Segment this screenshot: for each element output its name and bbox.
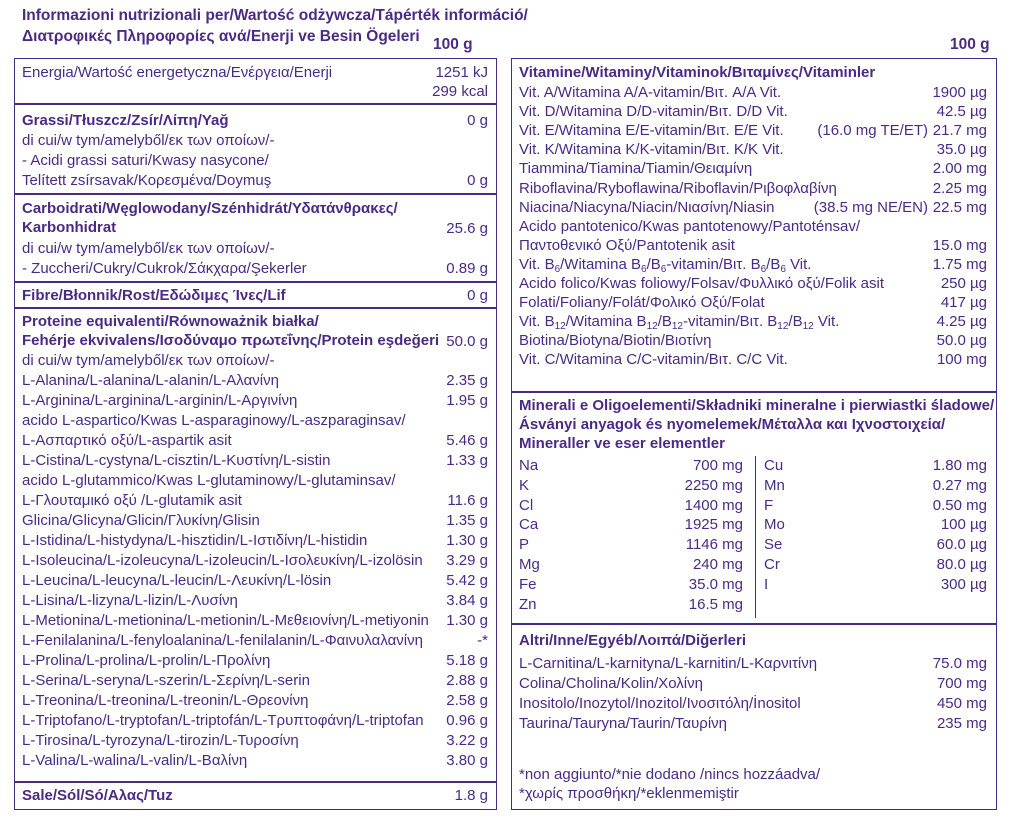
label-part: /B bbox=[646, 255, 661, 273]
other-label: Inositolo/Inozytol/Inozitol/Ινοσιτόλη/İnositol bbox=[519, 695, 801, 712]
amino-acid-label: L-Prolina/L-prolina/L-prolin/L-Προλίνη bbox=[22, 652, 271, 669]
mineral-value: 80.0 µg bbox=[936, 556, 987, 573]
amino-acid-value: 2.58 g bbox=[446, 692, 488, 709]
vitamin-label: Folati/Foliany/Folát/Φολικό Οξύ/Folat bbox=[519, 294, 765, 312]
vitamin-note: (38.5 mg NE/EN) bbox=[813, 198, 928, 216]
protein-label-1: Proteine equivalenti/Równoważnik białka/ bbox=[22, 313, 319, 330]
amino-acid-value: 3.29 g bbox=[446, 552, 488, 569]
subscript: 12 bbox=[802, 321, 814, 333]
vitamin-label: Παντοθενικό Οξύ/Pantotenik asit bbox=[519, 236, 735, 254]
amino-acid-value: 3.80 g bbox=[446, 752, 488, 769]
mineral-value: 1925 mg bbox=[684, 516, 743, 534]
fat-sub1: di cui/w tym/amelyből/εκ των οποίων/- bbox=[22, 132, 275, 149]
label-part: /Witamina B bbox=[560, 255, 641, 273]
salt-label: Sale/Sól/Só/Αλας/Tuz bbox=[22, 787, 173, 804]
energy-label: Energia/Wartość energetyczna/Ενέργεια/Enerji bbox=[22, 64, 333, 81]
amino-acid-value: 3.22 g bbox=[446, 732, 488, 749]
amino-acid-label: L-Serina/L-seryna/L-szerin/L-Σερίνη/L-serin bbox=[22, 672, 310, 689]
protein-value: 50.0 g bbox=[446, 333, 488, 350]
amino-acid-label: L-Arginina/L-arginina/L-arginin/L-Αργινίνη bbox=[22, 392, 298, 409]
mineral-value: 700 mg bbox=[692, 457, 743, 474]
fibre-value: 0 g bbox=[467, 287, 488, 304]
mineral-symbol: Zn bbox=[519, 595, 537, 613]
amino-acid-value: 5.46 g bbox=[446, 432, 488, 449]
mineral-symbol: Mg bbox=[519, 556, 540, 573]
vitamin-value: 42.5 µg bbox=[936, 103, 987, 121]
mineral-value: 35.0 mg bbox=[688, 575, 743, 593]
other-value: 75.0 mg bbox=[932, 655, 987, 672]
label-part: -vitamin/Βιτ. B bbox=[666, 255, 761, 273]
label-part: /B bbox=[766, 255, 781, 273]
vitamin-label: Niacina/Niacyna/Niacin/Νιασίνη/Niasin bbox=[519, 198, 775, 216]
amino-acid-value: 2.35 g bbox=[446, 372, 488, 389]
label-part: /B bbox=[657, 313, 672, 331]
vitamin-value: 21.7 mg bbox=[932, 122, 987, 140]
amino-acid-value: 1.30 g bbox=[446, 532, 488, 549]
amino-acid-value: 3.84 g bbox=[446, 592, 488, 609]
mineral-symbol: Se bbox=[764, 536, 783, 554]
mineral-symbol: Cu bbox=[764, 457, 784, 474]
vitamin-value: 15.0 mg bbox=[932, 236, 987, 254]
label-part: Vit. B bbox=[519, 313, 555, 331]
vitamin-value: 417 µg bbox=[940, 294, 987, 312]
subscript: 6 bbox=[780, 263, 786, 275]
vitamin-value: 50.0 µg bbox=[936, 332, 987, 350]
mineral-symbol: I bbox=[764, 575, 769, 593]
amino-acid-label: L-Tirosina/L-tyrozyna/L-tirozin/L-Τυροσίνη bbox=[22, 732, 299, 749]
vitamin-value: 100 mg bbox=[936, 351, 987, 369]
amino-acid-label: L-Ασπαρτικό οξύ/L-aspartik asit bbox=[22, 432, 232, 449]
mineral-symbol: Cl bbox=[519, 496, 534, 514]
saturated-fat-value: 0 g bbox=[467, 172, 488, 189]
carbohydrate-sub2: - Zuccheri/Cukry/Cukrok/Σάκχαρα/Şekerler bbox=[22, 260, 307, 277]
mineral-symbol: Na bbox=[519, 457, 539, 474]
mineral-value: 100 µg bbox=[940, 516, 987, 534]
other-label: L-Carnitina/L-karnityna/L-karnitin/L-Καρνιτίνη bbox=[519, 655, 818, 672]
amino-acid-label: L-Fenilalanina/L-fenyloalanina/L-fenilalanin/L-Φαινυλαλανίνη bbox=[22, 632, 423, 649]
label-part: Vit. bbox=[813, 313, 840, 331]
amino-acid-label: L-Isoleucina/L-izoleucyna/L-izoleucin/L-Ισολευκίνη/L-izolösin bbox=[22, 552, 423, 569]
other-label: Taurina/Tauryna/Taurin/Ταυρίνη bbox=[519, 715, 728, 732]
amino-acid-label: L-Alanina/L-alanina/L-alanin/L-Αλανίνη bbox=[22, 372, 279, 389]
mineral-value: 0.50 mg bbox=[932, 496, 987, 514]
minerals-title-1: Minerali e Oligoelementi/Składniki mineralne i pierwiastki śladowe/ bbox=[519, 397, 995, 414]
salt-value: 1.8 g bbox=[454, 787, 488, 804]
vitamin-label: Tiammina/Tiamina/Tiamin/Θειαμίνη bbox=[519, 160, 753, 178]
amino-acid-label: L-Valina/L-walina/L-valin/L-Βαλίνη bbox=[22, 752, 248, 769]
fat-sub2: - Acidi grassi saturi/Kwasy nasycone/ bbox=[22, 152, 269, 169]
vitamins-title: Vitamine/Witaminy/Vitaminok/Βιταμίνες/Vitaminler bbox=[519, 64, 876, 81]
vitamin-b12-label bbox=[519, 313, 839, 333]
mineral-divider bbox=[755, 456, 756, 618]
amino-acid-value: 1.35 g bbox=[446, 512, 488, 529]
vitamin-label: Vit. A/Witamina A/A-vitamin/Βιτ. A/A Vit. bbox=[519, 84, 782, 101]
fat-value: 0 g bbox=[467, 112, 488, 129]
vitamin-b6-value: 1.75 mg bbox=[932, 255, 987, 273]
header-title-line1: Informazioni nutrizionali per/Wartość odżywcza/Tápérték információ/ bbox=[22, 7, 528, 24]
mineral-value: 16.5 mg bbox=[688, 595, 743, 613]
vitamin-label: Vit. C/Witamina C/C-vitamin/Βιτ. C/C Vit. bbox=[519, 351, 788, 369]
mineral-symbol: F bbox=[764, 496, 774, 514]
amino-acid-label: L-Lisina/L-lizyna/L-lizin/L-Λυσίνη bbox=[22, 592, 238, 609]
mineral-value: 240 mg bbox=[692, 556, 743, 573]
mineral-symbol: Mo bbox=[764, 516, 785, 534]
sugar-value: 0.89 g bbox=[446, 260, 488, 277]
mineral-symbol: P bbox=[519, 536, 530, 554]
header-title-line2: Διατροφικές Πληροφορίες ανά/Enerji ve Besin Ögeleri bbox=[22, 28, 420, 45]
amino-acid-value: 1.95 g bbox=[446, 392, 488, 409]
vitamin-label: Acido pantotenico/Kwas pantotenowy/Pantoténsav/ bbox=[519, 217, 861, 235]
mineral-value: 300 µg bbox=[940, 575, 987, 593]
mineral-value: 1146 mg bbox=[685, 536, 743, 554]
amino-acid-label: L-Triptofano/L-tryptofan/L-triptofán/L-Τρυπτοφάνη/L-triptofan bbox=[22, 712, 424, 729]
amino-acid-value: 2.88 g bbox=[446, 672, 488, 689]
amino-acid-label: L-Leucina/L-leucyna/L-leucin/L-Λευκίνη/L-lösin bbox=[22, 572, 332, 589]
carbohydrate-label-2: Karbonhidrat bbox=[22, 219, 117, 236]
protein-sub: di cui/w tym/amelyből/εκ των οποίων/- bbox=[22, 352, 275, 369]
vitamin-label: Biotina/Biotyna/Biotin/Βιοτίνη bbox=[519, 332, 712, 350]
other-value: 700 mg bbox=[936, 675, 987, 692]
vitamin-value: 22.5 mg bbox=[932, 198, 987, 216]
amino-acid-value: 5.42 g bbox=[446, 572, 488, 589]
other-value: 235 mg bbox=[936, 715, 987, 732]
amino-acid-value: 1.30 g bbox=[446, 612, 488, 629]
mineral-value: 1400 mg bbox=[684, 496, 743, 514]
mineral-symbol: K bbox=[519, 476, 530, 494]
vitamin-label: Vit. D/Witamina D/D-vitamin/Βιτ. D/D Vit. bbox=[519, 103, 788, 121]
amino-acid-value: -* bbox=[477, 632, 488, 649]
energy-kcal: 299 kcal bbox=[432, 83, 488, 100]
mineral-symbol: Ca bbox=[519, 516, 539, 534]
footnote-1: *non aggiunto/*nie dodano /nincs hozzáadva/ bbox=[519, 766, 821, 783]
amino-acid-label: L-Istidina/L-histydyna/L-hisztidin/L-Ιστιδίνη/L-histidin bbox=[22, 532, 368, 549]
subscript: 6 bbox=[554, 263, 561, 275]
mineral-value: 0.27 mg bbox=[932, 476, 987, 494]
header-per-right: 100 g bbox=[950, 36, 990, 53]
mineral-symbol: Mn bbox=[764, 476, 785, 494]
vitamin-value: 2.00 mg bbox=[932, 160, 987, 178]
vitamin-value: 35.0 µg bbox=[936, 141, 987, 159]
amino-acid-value: 5.18 g bbox=[446, 652, 488, 669]
subscript: 6 bbox=[760, 263, 767, 275]
amino-acid-value: 1.33 g bbox=[446, 452, 488, 469]
other-label: Colina/Cholina/Kolin/Χολίνη bbox=[519, 675, 703, 692]
amino-acid-label: L-Treonina/L-treonina/L-treonin/L-Θρεονίνη bbox=[22, 692, 309, 709]
label-part: -vitamin/Βιτ. B bbox=[683, 313, 778, 331]
label-part: /Witamina B bbox=[565, 313, 647, 331]
mineral-value: 2250 mg bbox=[684, 476, 743, 494]
amino-acid-value: 11.6 g bbox=[447, 492, 488, 509]
protein-label-2: Fehérje ekvivalens/Ισοδύναμο πρωτεΐνης/Protein eşdeğeri bbox=[22, 332, 440, 349]
header-per-left: 100 g bbox=[433, 36, 473, 53]
vitamin-value: 250 µg bbox=[940, 275, 987, 292]
other-value: 450 mg bbox=[936, 695, 987, 712]
label-part: Vit. B bbox=[519, 255, 555, 273]
carbohydrate-sub1: di cui/w tym/amelyből/εκ των οποίων/- bbox=[22, 240, 275, 257]
others-title: Altri/Inne/Egyéb/Λοιπά/Diğerleri bbox=[519, 632, 746, 649]
label-part: /B bbox=[788, 313, 803, 331]
vitamin-label: Acido folico/Kwas foliowy/Folsav/Φυλλικό οξύ/Folik asit bbox=[519, 275, 885, 292]
amino-acid-label: acido L-glutammico/Kwas L-glutaminowy/L-glutaminsav/ bbox=[22, 472, 396, 489]
vitamin-b12-value: 4.25 µg bbox=[936, 313, 987, 331]
amino-acid-label: L-Cistina/L-cystyna/L-cisztin/L-Κυστίνη/L-sistin bbox=[22, 452, 331, 469]
energy-kj: 1251 kJ bbox=[435, 64, 488, 81]
amino-acid-label: Glicina/Glicyna/Glicin/Γλυκίνη/Glisin bbox=[22, 512, 260, 529]
vitamin-value: 2.25 mg bbox=[932, 179, 987, 197]
subscript: 12 bbox=[646, 321, 658, 333]
amino-acid-label: L-Metionina/L-metionina/L-metionin/L-Μεθειονίνη/L-metiyonin bbox=[22, 612, 429, 629]
vitamin-note: (16.0 mg TE/ET) bbox=[817, 122, 928, 140]
vitamin-label: Vit. K/Witamina K/K-vitamin/Βιτ. K/K Vit. bbox=[519, 141, 784, 159]
subscript: 6 bbox=[660, 263, 667, 275]
minerals-title-2: Ásványi anyagok és nyomelemek/Μέταλλα και Ιχνοστοιχεία/ bbox=[519, 416, 946, 433]
vitamin-b6-label bbox=[519, 256, 811, 276]
vitamin-value: 1900 µg bbox=[932, 84, 987, 101]
mineral-value: 60.0 µg bbox=[936, 536, 987, 554]
footnote-2: *χωρίς προσθήκη/*eklenmemiştir bbox=[519, 785, 739, 802]
minerals-title-3: Mineraller ve eser elementler bbox=[519, 435, 725, 452]
carbohydrate-value: 25.6 g bbox=[446, 220, 488, 237]
amino-acid-label: L-Γλουταμικό οξύ /L-glutamik asit bbox=[22, 492, 242, 509]
subscript: 12 bbox=[554, 321, 566, 333]
fibre-label: Fibre/Błonnik/Rost/Εδώδιμες Ίνες/Lif bbox=[22, 287, 286, 304]
label-part: Vit. bbox=[785, 255, 812, 273]
fat-sub3: Telített zsírsavak/Κορεσμένα/Doymuş bbox=[22, 172, 272, 189]
amino-acid-label: acido L-aspartico/Kwas L-asparaginowy/L-aszparaginsav/ bbox=[22, 412, 406, 429]
mineral-symbol: Cr bbox=[764, 556, 780, 573]
mineral-value: 1.80 mg bbox=[932, 457, 987, 474]
amino-acid-value: 0.96 g bbox=[446, 712, 488, 729]
subscript: 12 bbox=[671, 321, 683, 333]
carbohydrate-label-1: Carboidrati/Węglowodany/Szénhidrát/Υδατάνθρακες/ bbox=[22, 200, 398, 217]
subscript: 12 bbox=[777, 321, 789, 333]
vitamin-label: Riboflavina/Ryboflawina/Riboflavin/Ριβοφλαβίνη bbox=[519, 179, 837, 197]
subscript: 6 bbox=[641, 263, 647, 275]
fat-label: Grassi/Tłuszcz/Zsír/Λίπη/Yağ bbox=[22, 112, 229, 129]
vitamin-label: Vit. E/Witamina E/E-vitamin/Βιτ. E/E Vit. bbox=[519, 122, 784, 140]
mineral-symbol: Fe bbox=[519, 575, 537, 593]
